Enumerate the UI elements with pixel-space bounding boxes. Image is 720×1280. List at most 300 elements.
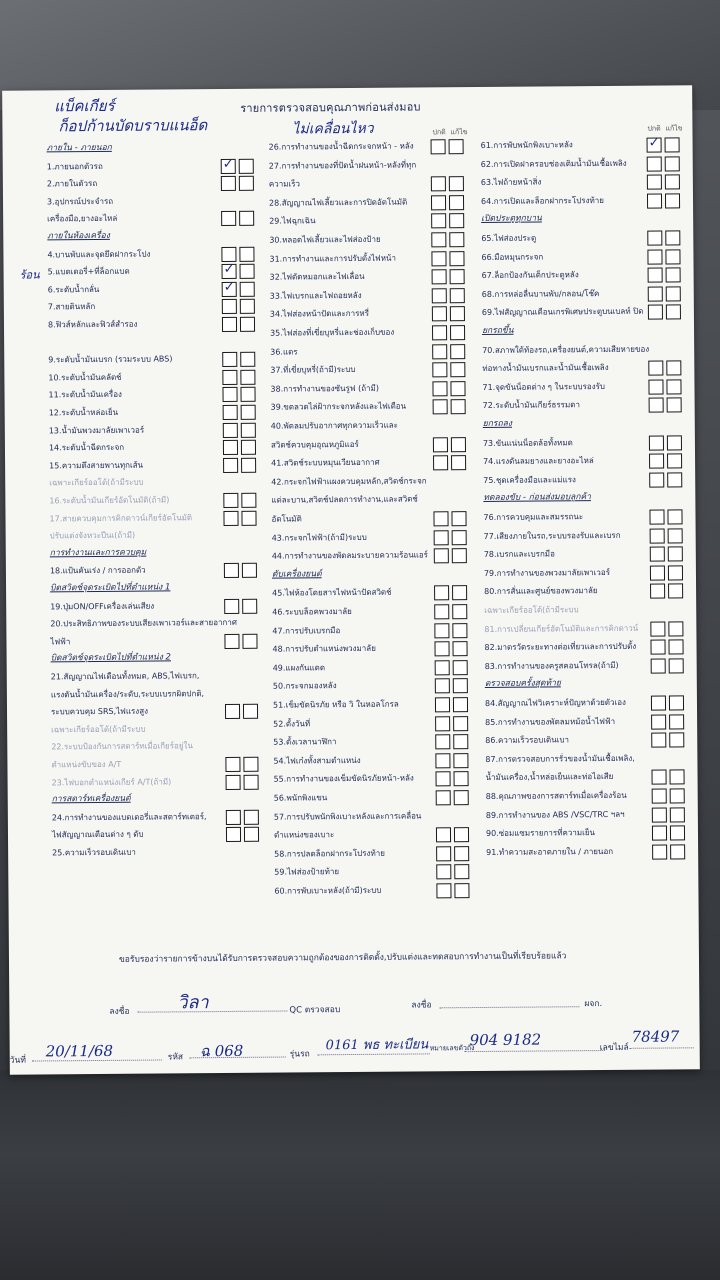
checkbox-ok[interactable]: [431, 139, 446, 154]
checkbox-ok[interactable]: [223, 422, 238, 437]
checkbox-ok[interactable]: [651, 696, 666, 711]
checkbox-fix[interactable]: [667, 398, 682, 413]
checkbox-fix[interactable]: [239, 176, 254, 191]
checklist-item-label: ตำแหน่งขับของ A/T: [51, 759, 122, 770]
checkbox-ok[interactable]: [436, 827, 451, 842]
checkbox-ok[interactable]: [222, 387, 237, 402]
checkbox-fix[interactable]: [453, 660, 468, 675]
checkbox-ok[interactable]: [221, 176, 236, 191]
checklist-item-label: 84.สัญญาณไฟวิเคราะห์ปัญหาด้วยตัวเอง: [484, 697, 626, 708]
checklist-item-label: 10.ระดับน้ำมันคลัตช์: [48, 372, 122, 383]
checkbox-ok[interactable]: [649, 454, 664, 469]
checkbox-ok[interactable]: [434, 586, 449, 601]
checkbox-ok[interactable]: [432, 381, 447, 396]
checkbox-fix[interactable]: [239, 246, 254, 261]
checkbox-ok[interactable]: [433, 511, 448, 526]
checkbox-pair: [434, 548, 467, 563]
checkbox-fix[interactable]: [454, 790, 469, 805]
checkbox-fix[interactable]: [450, 269, 465, 284]
checkbox-pair: [221, 176, 254, 191]
checkbox-ok[interactable]: [435, 734, 450, 749]
checkbox-fix[interactable]: [452, 623, 467, 638]
checkbox-pair: [431, 139, 464, 154]
checkbox-ok[interactable]: [648, 379, 663, 394]
qc-label: QC ตรวจสอบ: [289, 1005, 341, 1016]
checkbox-fix[interactable]: [452, 604, 467, 619]
checkbox-ok[interactable]: [224, 634, 239, 649]
mileage-label: เลขไมล์: [599, 1042, 629, 1054]
checkbox-ok[interactable]: [436, 846, 451, 861]
date-label: วันที่: [9, 1055, 26, 1066]
checkbox-fix[interactable]: [669, 658, 684, 673]
checklist-item-label: 11.ระดับน้ำมันเครื่อง: [48, 390, 122, 400]
checklist-item-label: 80.การสั่นและศูนย์ของพวงมาลัย: [484, 586, 598, 597]
checkbox-pair: [435, 753, 468, 768]
checkbox-ok[interactable]: [431, 232, 446, 247]
checklist-item-label: ท่อทางน้ำมันเบรกและน้ำมันเชื้อเพลิง: [482, 363, 609, 374]
col3-header-ok: ปกติ: [647, 124, 661, 133]
checkbox-fix[interactable]: [452, 641, 467, 656]
checkbox-ok[interactable]: [222, 299, 237, 314]
checkbox-fix[interactable]: [667, 472, 682, 487]
checkbox-fix[interactable]: [665, 156, 680, 171]
checkbox-fix[interactable]: [452, 530, 467, 545]
checkbox-fix[interactable]: [665, 137, 680, 152]
checkbox-fix[interactable]: [241, 422, 256, 437]
checkbox-fix[interactable]: [454, 846, 469, 861]
checkbox-fix[interactable]: [244, 810, 259, 825]
checkbox-ok[interactable]: [650, 584, 665, 599]
checklist-item-label: 41.สวิตช์ระบบหมุนเวียนอากาศ: [271, 457, 380, 468]
checkbox-fix[interactable]: [239, 211, 254, 226]
checkbox-fix[interactable]: [451, 437, 466, 452]
section-heading: เปิดประตูทุกบาน: [481, 213, 542, 225]
checklist-item-label: 21.สัญญาณไฟเตือนทั้งหมด, ABS,ไฟเบรก,: [50, 671, 200, 682]
checkbox-ok[interactable]: [650, 547, 665, 562]
checklist-item-label: 83.การทำงานของครูสคอนโทรล(ถ้ามี): [484, 660, 619, 671]
checkbox-fix[interactable]: [453, 678, 468, 693]
checkbox-ok[interactable]: [431, 195, 446, 210]
col3-header-fix: แก้ไข: [665, 124, 683, 133]
checkbox-fix[interactable]: [451, 455, 466, 470]
checklist-item-label: 9.ระดับน้ำมันเบรก (รวมระบบ ABS): [48, 354, 173, 365]
checklist-item-label: 58.การปลดล็อกฝากระโปรงท้าย: [274, 848, 385, 859]
checkbox-fix[interactable]: [241, 405, 256, 420]
checklist-item-label: 87.การตรวจสอบการรั่วของน้ำมันเชื้อเพลิง,: [485, 753, 635, 764]
checkbox-ok[interactable]: [435, 716, 450, 731]
checklist-item-label: 91.ทำความสะอาดภายใน / ภายนอก: [486, 846, 614, 857]
checkbox-ok[interactable]: [650, 528, 665, 543]
checklist-item-label: 25.ความเร็วรอบเดินเบา: [52, 847, 136, 858]
section-heading: ยกรถขึ้น: [482, 325, 514, 336]
checkbox-ok[interactable]: [649, 398, 664, 413]
checkbox-ok[interactable]: [435, 679, 450, 694]
checkbox-pair: [223, 493, 256, 508]
checkbox-fix[interactable]: [666, 268, 681, 283]
checklist-item-label: 89.การทำงานของ ABS /VSC/TRC ฯลฯ: [485, 809, 625, 820]
checkbox-fix[interactable]: [449, 232, 464, 247]
checkbox-pair: [649, 454, 682, 469]
checkbox-ok[interactable]: [224, 598, 239, 613]
checkbox-fix[interactable]: [454, 864, 469, 879]
checkbox-fix[interactable]: [666, 379, 681, 394]
checklist-item-label: 40.พัดลมปรับอากาศทุกความเร็วและ: [270, 420, 398, 431]
checkbox-fix[interactable]: [450, 362, 465, 377]
checkbox-pair: [651, 658, 684, 673]
checkbox-pair: [435, 734, 468, 749]
checkbox-fix[interactable]: [240, 370, 255, 385]
checkbox-ok[interactable]: [432, 307, 447, 322]
checkbox-pair: [648, 268, 681, 283]
checkbox-pair: [224, 634, 257, 649]
checklist-item-label: 70.สภาพใต้ท้องรถ,เครื่องยนต์,ความเสียหายของ: [482, 344, 650, 355]
checkbox-pair: [650, 565, 683, 580]
checkbox-fix[interactable]: [240, 352, 255, 367]
checkbox-pair: [435, 660, 468, 675]
checkbox-ok[interactable]: [648, 361, 663, 376]
checkbox-fix[interactable]: [242, 563, 257, 578]
checkbox-pair: [226, 774, 259, 789]
checkbox-ok[interactable]: [221, 211, 236, 226]
checkbox-ok[interactable]: [432, 344, 447, 359]
checkbox-pair: [222, 299, 255, 314]
checkbox-ok[interactable]: [434, 530, 449, 545]
checklist-item-label: 22.ระบบป้องกันการสตาร์ทเมื่อเกียร์อยู่ใน: [51, 741, 193, 752]
checkbox-fix[interactable]: [450, 325, 465, 340]
checklist-item-label: 65.ไฟส่องประตู: [481, 233, 537, 243]
checklist-item-label: 2.ภายในตัวรถ: [46, 179, 98, 189]
checkbox-ok[interactable]: [222, 370, 237, 385]
checkbox-fix[interactable]: [665, 193, 680, 208]
checkbox-fix[interactable]: [453, 753, 468, 768]
checkbox-ok[interactable]: [223, 493, 238, 508]
checkbox-fix[interactable]: [244, 827, 259, 842]
checkbox-fix[interactable]: [450, 344, 465, 359]
checkbox-ok[interactable]: [434, 623, 449, 638]
checkbox-fix[interactable]: [242, 634, 257, 649]
model-label: รุ่นรถ: [289, 1049, 310, 1060]
checkbox-ok[interactable]: [226, 810, 241, 825]
checkbox-ok[interactable]: [649, 435, 664, 450]
checkbox-pair: [436, 864, 469, 879]
checkbox-ok[interactable]: [652, 807, 667, 822]
checkbox-pair: [650, 528, 683, 543]
checkbox-ok[interactable]: [652, 789, 667, 804]
checklist-item-label: 56.พนักพิงแขน: [273, 793, 328, 803]
checkbox-ok[interactable]: [647, 175, 662, 190]
checkbox-ok[interactable]: [433, 455, 448, 470]
checkbox-ok[interactable]: [221, 246, 236, 261]
checkbox-ok[interactable]: [431, 251, 446, 266]
checkbox-fix[interactable]: [670, 826, 685, 841]
checkbox-fix[interactable]: [454, 827, 469, 842]
checkbox-fix[interactable]: [450, 306, 465, 321]
checkbox-fix[interactable]: [452, 548, 467, 563]
checklist-item-label: 66.มือหมุนกระจก: [481, 252, 544, 262]
checkbox-fix[interactable]: [243, 757, 258, 772]
checkbox-fix[interactable]: [668, 565, 683, 580]
checkbox-ok[interactable]: [649, 510, 664, 525]
checkbox-ok[interactable]: [435, 753, 450, 768]
checkbox-ok[interactable]: [431, 176, 446, 191]
checklist-item-label: แรงดันน้ำมันเครื่อง/ระดับ,ระบบเบรกผิดปกติ,: [50, 688, 205, 699]
checkbox-fix[interactable]: [668, 640, 683, 655]
checkbox-fix[interactable]: [241, 440, 256, 455]
checkbox-fix[interactable]: [452, 585, 467, 600]
checkbox-ok[interactable]: [432, 325, 447, 340]
checkbox-pair: [224, 598, 257, 613]
checklist-item-label: 75.ชุดเครื่องมือและแม่แรง: [483, 475, 576, 485]
checkbox-ok[interactable]: [647, 156, 662, 171]
checkbox-ok[interactable]: [225, 757, 240, 772]
checklist-item-label: 30.หลอดไฟเลี้ยวและไฟส่องป้าย: [269, 234, 381, 245]
checkbox-pair: [431, 176, 464, 191]
checkbox-ok[interactable]: [226, 827, 241, 842]
checkbox-pair: [652, 788, 685, 803]
checkbox-ok[interactable]: [647, 249, 662, 264]
checklist-item-label: 72.ระดับน้ำมันเกียร์ธรรมดา: [482, 400, 580, 411]
checklist-item-label: 5.แบตเตอรี่+ที่ล็อกแบต: [47, 266, 130, 277]
checkbox-fix[interactable]: [241, 458, 256, 473]
checkbox-pair: [647, 249, 680, 264]
checklist-item-label: 57.การปรับพนักพิงเบาะหลังและการเคลื่อน: [273, 811, 422, 822]
checkbox-pair: [652, 770, 685, 785]
checkbox-ok[interactable]: [223, 440, 238, 455]
checkbox-fix[interactable]: [454, 771, 469, 786]
checkbox-fix[interactable]: [669, 733, 684, 748]
checkbox-ok[interactable]: [650, 621, 665, 636]
checklist-item-label: 31.การทำงานและการปรับตั้งไฟหน้า: [269, 253, 396, 264]
checkbox-ok[interactable]: [649, 472, 664, 487]
checklist-item-label: ความเร็ว: [268, 179, 301, 189]
checkbox-ok[interactable]: [435, 697, 450, 712]
checkbox-fix[interactable]: [665, 249, 680, 264]
checkbox-pair: [648, 379, 681, 394]
checklist-item-label: 1.ภายนอกตัวรถ: [46, 161, 103, 171]
checkbox-pair: [221, 211, 254, 226]
checkbox-fix[interactable]: [242, 598, 257, 613]
checkbox-fix[interactable]: [453, 697, 468, 712]
checkbox-ok[interactable]: [434, 548, 449, 563]
checkbox-ok[interactable]: [647, 193, 662, 208]
form-title: รายการตรวจสอบคุณภาพก่อนส่งมอบ: [240, 100, 421, 115]
checkbox-fix[interactable]: [244, 774, 259, 789]
checklist-item-label: 29.ไฟฉุกเฉิน: [269, 216, 316, 227]
checklist-item-label: 18.แป้นคันเร่ง / การออกตัว: [49, 566, 146, 576]
checkbox-pair: [433, 399, 466, 414]
checklist-item-label: 47.การปรับเบรกมือ: [272, 625, 341, 636]
checklist-item-label: 39.ขดลวดไล่ฝ้ากระจกหลังและไฟเตือน: [270, 401, 407, 413]
checkbox-pair: [647, 230, 680, 245]
checkbox-fix[interactable]: [240, 264, 255, 279]
checkbox-fix[interactable]: [665, 230, 680, 245]
checkbox-ok[interactable]: [648, 305, 663, 320]
checkbox-fix[interactable]: [241, 493, 256, 508]
checkbox-ok[interactable]: [222, 352, 237, 367]
checkbox-fix[interactable]: [669, 714, 684, 729]
checkbox-ok[interactable]: [436, 772, 451, 787]
checkbox-ok[interactable]: [431, 214, 446, 229]
checkbox-fix[interactable]: [450, 381, 465, 396]
checklist-item-label: 49.แผงกันแดด: [272, 663, 326, 673]
checkbox-ok[interactable]: [225, 704, 240, 719]
checkbox-fix[interactable]: [239, 158, 254, 173]
checkbox-fix[interactable]: [449, 139, 464, 154]
checkbox-fix[interactable]: [454, 883, 469, 898]
checkbox-ok[interactable]: [432, 288, 447, 303]
checkbox-ok[interactable]: [224, 563, 239, 578]
checkbox-ok[interactable]: [433, 400, 448, 415]
checkbox-ok[interactable]: [651, 714, 666, 729]
checkbox-pair: [651, 733, 684, 748]
checkbox-fix[interactable]: [241, 510, 256, 525]
checkbox-fix[interactable]: [449, 251, 464, 266]
checkbox-ok[interactable]: [651, 733, 666, 748]
checkbox-ok[interactable]: [432, 269, 447, 284]
checkbox-fix[interactable]: [667, 454, 682, 469]
checkbox-fix[interactable]: [451, 511, 466, 526]
checkbox-pair: [648, 361, 681, 376]
checkbox-ok[interactable]: [222, 282, 237, 297]
checkbox-ok[interactable]: [650, 640, 665, 655]
checkbox-ok[interactable]: [223, 405, 238, 420]
checkbox-ok[interactable]: [221, 158, 236, 173]
checkbox-fix[interactable]: [668, 528, 683, 543]
chassis-label: หมายเลขตัวถัง: [429, 1044, 475, 1053]
checkbox-ok[interactable]: [648, 268, 663, 283]
checkbox-ok[interactable]: [652, 844, 667, 859]
checkbox-pair: [222, 264, 255, 279]
section-heading: การสตาร์ทเครื่องยนต์: [51, 793, 131, 805]
checkbox-pair: [647, 193, 680, 208]
checkbox-fix[interactable]: [667, 509, 682, 524]
checkbox-pair: [436, 771, 469, 786]
checkbox-ok[interactable]: [652, 826, 667, 841]
checkbox-ok[interactable]: [436, 790, 451, 805]
manager-label: ผจก.: [584, 999, 603, 1010]
checkbox-ok[interactable]: [651, 658, 666, 673]
checkbox-fix[interactable]: [449, 213, 464, 228]
checkbox-pair: [436, 883, 469, 898]
section-heading: บิดสวิตช์จุดระเบิดไปที่ตำแหน่ง 1: [50, 582, 171, 594]
checklist-item-label: 20.ประสิทธิภาพของระบบเสียงเพาเวอร์และสายอากาศ: [50, 618, 237, 629]
checkbox-pair: [649, 509, 682, 524]
checkbox-fix[interactable]: [666, 286, 681, 301]
checklist-item-label: เฉพาะเกียร์ออโต้(ถ้ามีระบบ: [51, 724, 146, 735]
checklist-item-label: ตำแหน่งของเบาะ: [273, 830, 335, 840]
checkbox-fix[interactable]: [668, 584, 683, 599]
section-heading: ภายในห้องเครื่อง: [47, 230, 110, 242]
inspection-checklist-paper: [2, 85, 700, 1074]
checkbox-pair: [223, 440, 256, 455]
checkbox-fix[interactable]: [670, 844, 685, 859]
checkbox-ok[interactable]: [434, 641, 449, 656]
checkbox-fix[interactable]: [670, 770, 685, 785]
checklist-item-label: 35.ไฟส่องที่เขี่ยบุหรี่และช่องเก็บของ: [270, 327, 395, 338]
checklist-item-label: 17.สายควบคุมการคิกดาวน์เกียร์อัตโนมัติ: [49, 512, 193, 523]
checklist-item-label: 26.การทำงานของน้ำฉีดกระจกหน้า - หลัง: [268, 141, 414, 152]
checkbox-fix[interactable]: [667, 435, 682, 450]
checkbox-ok[interactable]: [222, 264, 237, 279]
checklist-item-label: 53.ตั้งเวลานาฬิกา: [273, 737, 337, 747]
checkbox-ok[interactable]: [436, 865, 451, 880]
checkbox-pair: [223, 422, 256, 437]
checkbox-ok[interactable]: [436, 883, 451, 898]
checkbox-ok[interactable]: [650, 565, 665, 580]
chassis-value: 904 9182: [469, 1030, 542, 1050]
checklist-item-label: 71.จุดขันน็อตต่าง ๆ ในระบบรองรับ: [482, 381, 606, 392]
checklist-item-label: 64.การเปิดและล็อกฝากระโปรงท้าย: [480, 195, 604, 206]
checkbox-pair: [650, 547, 683, 562]
checkbox-pair: [435, 678, 468, 693]
checkbox-fix[interactable]: [450, 288, 465, 303]
checklist-item-label: เฉพาะเกียร์ออโต้(ถ้ามีระบบ: [484, 605, 579, 615]
section-heading: บิดสวิตช์จุดระเบิดไปที่ตำแหน่ง 2: [50, 652, 171, 664]
checkbox-ok[interactable]: [226, 774, 241, 789]
checklist-item-label: ไฟสัญญาณเตือนต่าง ๆ ดับ: [51, 830, 144, 840]
checkbox-ok[interactable]: [647, 231, 662, 246]
checkbox-ok[interactable]: [648, 286, 663, 301]
checkbox-pair: [648, 305, 681, 320]
checkbox-pair: [221, 158, 254, 173]
checklist-item-label: 63.ไฟถ้ายหน้าสิ่ง: [480, 177, 542, 188]
checkbox-fix[interactable]: [240, 282, 255, 297]
checkbox-ok[interactable]: [652, 770, 667, 785]
checklist-item-label: 36.แตร: [270, 347, 298, 357]
checkbox-fix[interactable]: [453, 716, 468, 731]
checkbox-fix[interactable]: [670, 788, 685, 803]
checklist-item-label: สวิตช์ควบคุมอุณหภูมิแอร์: [270, 439, 359, 450]
checkbox-ok[interactable]: [434, 604, 449, 619]
section-heading: การทำงานและการควบคุม: [49, 547, 147, 559]
checkbox-pair: [652, 826, 685, 841]
checklist-item-label: 54.ไฟเก๋งทั้งสามตำแหน่ง: [273, 755, 361, 766]
checkbox-fix[interactable]: [449, 195, 464, 210]
checkbox-fix[interactable]: [670, 807, 685, 822]
checkbox-fix[interactable]: [668, 547, 683, 562]
checklist-item-label: 68.การหล่อลื่นบานพับ/กลอน/โช๊ค: [481, 288, 600, 299]
checkbox-ok[interactable]: [223, 458, 238, 473]
checkbox-ok[interactable]: [647, 138, 662, 153]
checkbox-pair: [433, 437, 466, 452]
checkbox-fix[interactable]: [240, 317, 255, 332]
checkbox-fix[interactable]: [240, 299, 255, 314]
checklist-item-label: 55.การทำงานของเข็มขัดนิรภัยหน้า-หลัง: [273, 773, 414, 785]
checkbox-fix[interactable]: [243, 704, 258, 719]
checkbox-ok[interactable]: [223, 510, 238, 525]
checkbox-pair: [649, 398, 682, 413]
checkbox-ok[interactable]: [435, 660, 450, 675]
checkbox-pair: [432, 288, 465, 303]
checkbox-pair: [226, 827, 259, 842]
checklist-item-label: 88.คุณภาพของการสตาร์ทเมื่อเครื่องร้อน: [485, 790, 627, 801]
checkbox-ok[interactable]: [433, 437, 448, 452]
checkbox-fix[interactable]: [240, 387, 255, 402]
checkbox-fix[interactable]: [669, 695, 684, 710]
checkbox-ok[interactable]: [432, 362, 447, 377]
checkbox-fix[interactable]: [453, 734, 468, 749]
checkbox-fix[interactable]: [451, 399, 466, 414]
checkbox-ok[interactable]: [222, 317, 237, 332]
checklist-item-label: 33.ไฟเบรกและไฟถอยหลัง: [269, 290, 362, 301]
checkbox-fix[interactable]: [666, 305, 681, 320]
checkbox-fix[interactable]: [665, 175, 680, 190]
col2-header-ok: ปกติ: [432, 128, 446, 137]
checkbox-fix[interactable]: [666, 361, 681, 376]
checkbox-pair: [432, 344, 465, 359]
checkbox-fix[interactable]: [668, 621, 683, 636]
checkbox-fix[interactable]: [449, 176, 464, 191]
